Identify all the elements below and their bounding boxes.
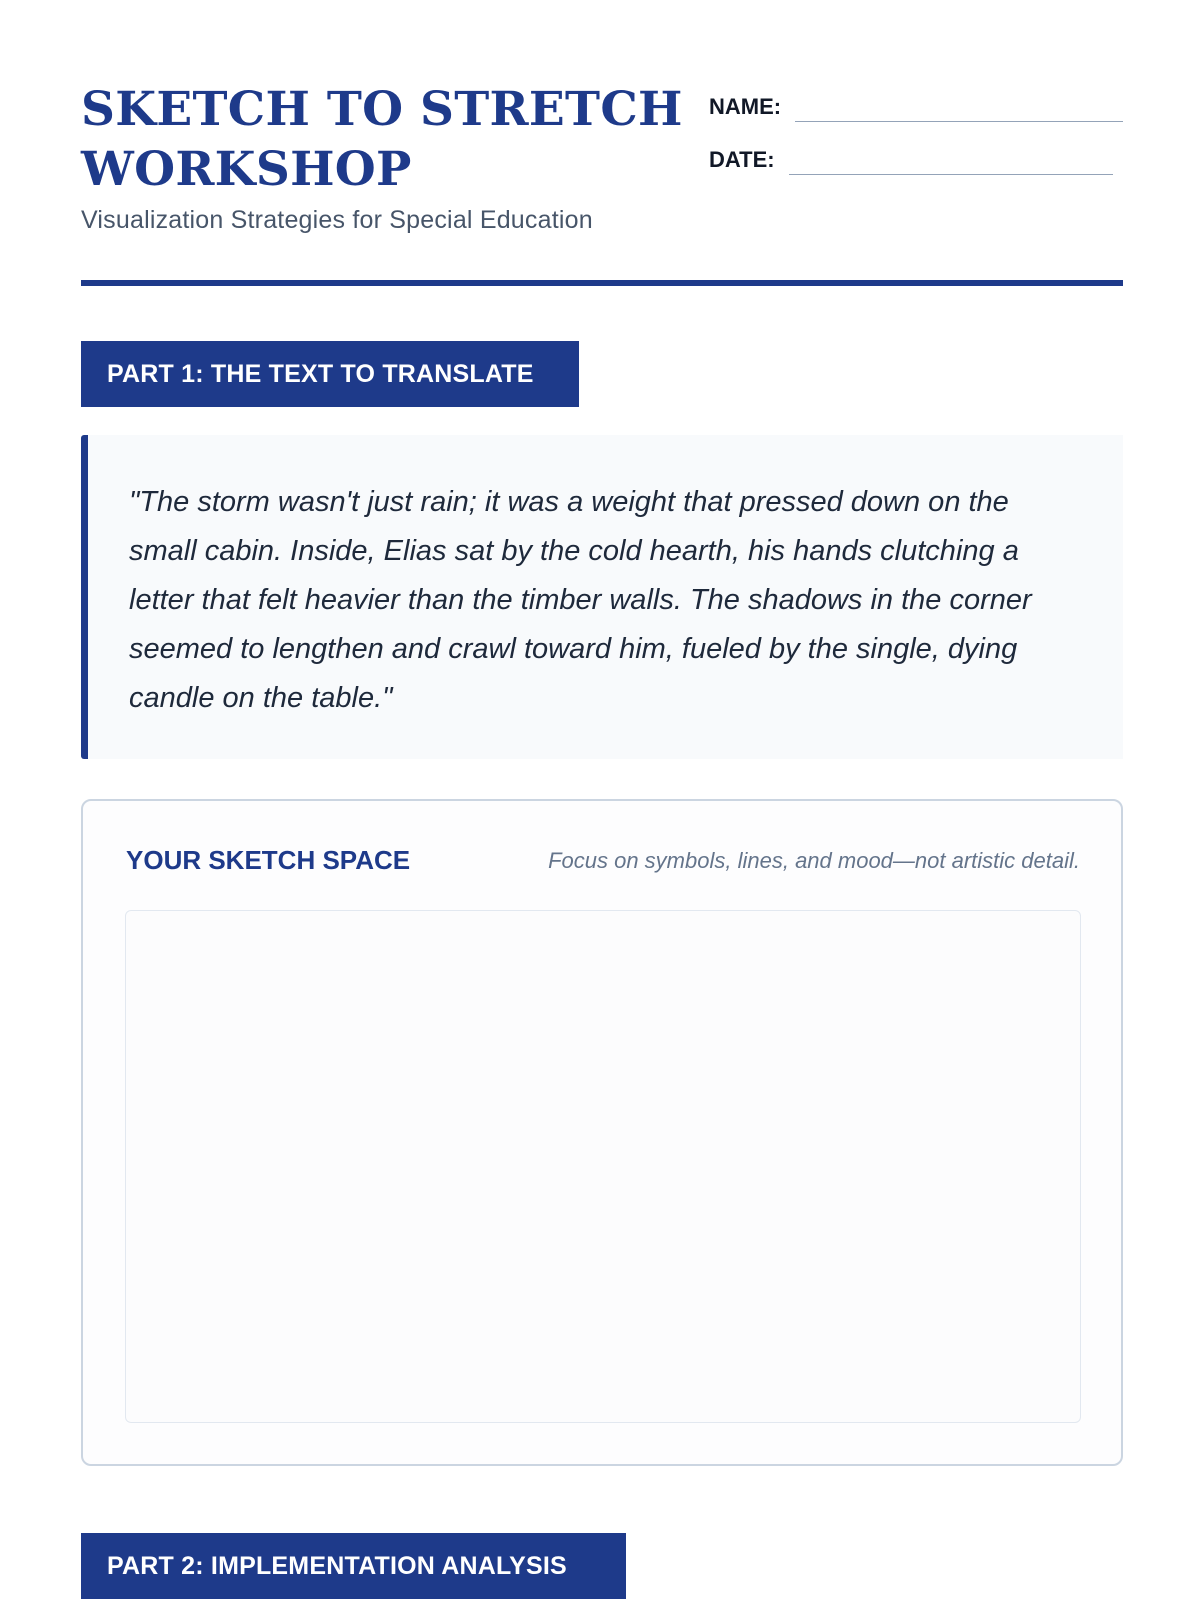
name-label: NAME: [709,94,782,119]
sketch-drawing-area[interactable] [125,910,1081,1423]
sketch-space-header [126,845,1080,876]
name-field[interactable] [795,121,1123,122]
part1-heading: PART 1: THE TEXT TO TRANSLATE [81,341,579,407]
date-label: DATE: [709,147,775,172]
quote-text: "The storm wasn't just rain; it was a weight that pressed down on the small cabin. Inside, Elias sat by the cold hearth, his hands clutching a letter that felt heavier than the timber walls. The shadows in the corner seemed to lengthen and crawl toward him, fueled by the single, dying candle on the table." [129,486,1032,714]
date-field[interactable] [789,174,1113,175]
worksheet-header [81,80,1123,290]
text-passage-quote [81,435,1123,759]
name-field-row [709,86,1123,118]
sketch-space-title: YOUR SKETCH SPACE [126,845,411,875]
header-divider [81,280,1123,286]
sketch-space-panel [81,799,1123,1466]
part2-heading: PART 2: IMPLEMENTATION ANALYSIS [81,1533,626,1599]
sketch-space-hint: Focus on symbols, lines, and mood—not artistic detail. [548,847,1080,873]
title-block [81,80,701,235]
student-info-fields [709,86,1123,192]
date-field-row [709,139,1123,171]
page-subtitle: Visualization Strategies for Special Education [81,206,593,234]
worksheet-page [81,0,1123,1600]
page-title: SKETCH TO STRETCH WORKSHOP [81,82,683,197]
